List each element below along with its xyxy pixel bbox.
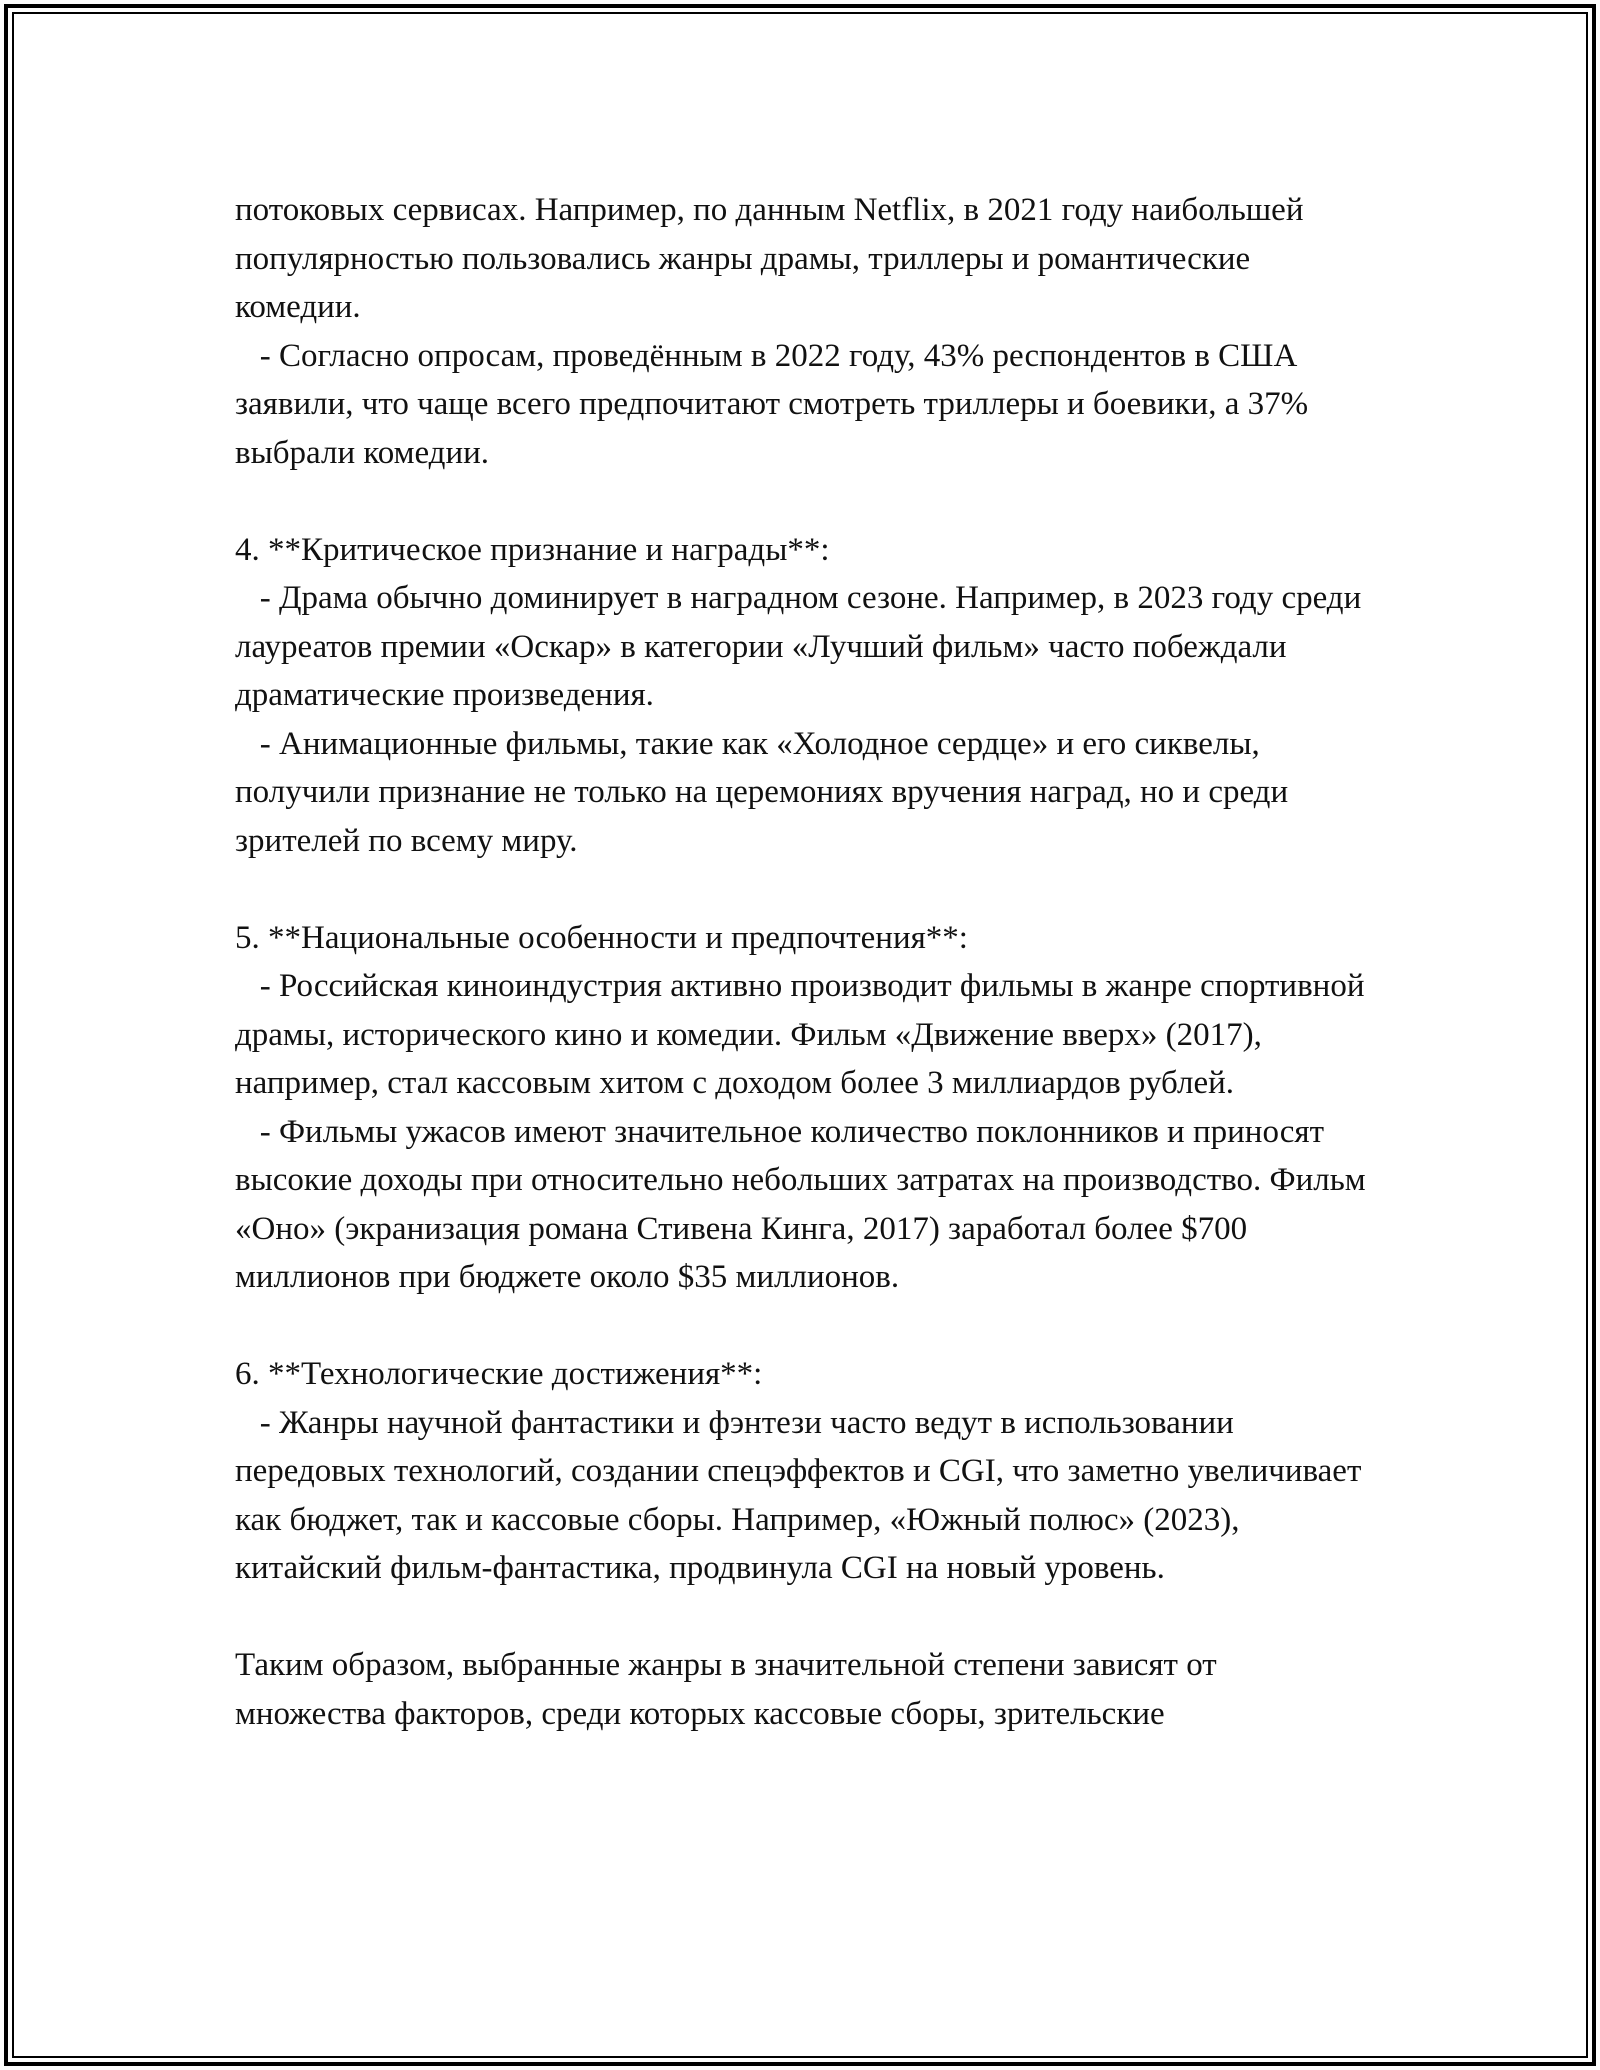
paragraph-horror-films: - Фильмы ужасов имеют значительное количество поклонников и приносят высокие доходы при относительно небольших затратах на производство. Фильм «Оно» (экранизация романа Стивена Кинга, 2017) заработал более $700 миллионов при бюджете около $35 миллионов.	[235, 1113, 1374, 1295]
paragraph-scifi-cgi: - Жанры научной фантастики и фэнтези часто ведут в использовании передовых технологий, создании спецэффектов и CGI, что заметно увеличивает как бюджет, так и кассовые сборы. Например, «Южный полюс» (2023), китайский фильм-фантастика, продвинула CGI на новый уровень.	[235, 1404, 1370, 1586]
section-heading-tech-achievements: 6. **Технологические достижения**:	[235, 1356, 763, 1392]
paragraph-drama-awards: - Драма обычно доминирует в наградном сезоне. Например, в 2023 году среди лауреатов премии «Оскар» в категории «Лучший фильм» часто побеждали драматические произведения.	[235, 580, 1370, 713]
paragraph-gap	[235, 1302, 1375, 1351]
paragraph-conclusion: Таким образом, выбранные жанры в значительной степени зависят от множества факторов, среди которых кассовые сборы, зрительские	[235, 1647, 1225, 1732]
paragraph-gap	[235, 477, 1375, 526]
section-heading-critical-acclaim: 4. **Критическое признание и награды**:	[235, 531, 830, 568]
paragraph-gap	[235, 1593, 1375, 1642]
section-heading-national-features: 5. **Национальные особенности и предпочтения**:	[235, 919, 968, 956]
paragraph-streaming-genres: потоковых сервисах. Например, по данным Netflix, в 2021 году наибольшей популярностью пользовались жанры драмы, триллеры и романтические комедии.	[235, 192, 1312, 325]
paragraph-us-survey: - Согласно опросам, проведённым в 2022 году, 43% респондентов в США заявили, что чаще всего предпочитают смотреть триллеры и боевики, а 37% выбрали комедии.	[235, 337, 1317, 471]
document-body	[235, 186, 1375, 1738]
paragraph-gap	[235, 865, 1375, 914]
paragraph-russian-cinema: - Российская киноиндустрия активно производит фильмы в жанре спортивной драмы, исторического кино и комедии. Фильм «Движение вверх» (2017), например, стал кассовым хитом с доходом более 3 миллиардов рублей.	[235, 968, 1373, 1101]
paragraph-animation-recognition: - Анимационные фильмы, такие как «Холодное сердце» и его сиквелы, получили признание не только на церемониях вручения наград, но и среди зрителей по всему миру.	[235, 725, 1297, 859]
